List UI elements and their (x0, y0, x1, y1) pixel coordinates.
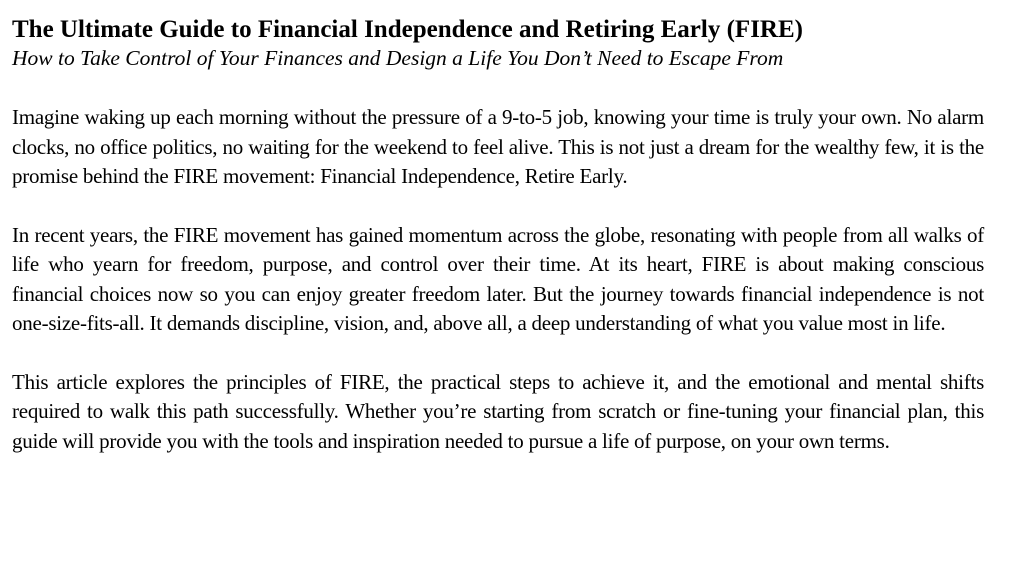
paragraph-intro: Imagine waking up each morning without the pressure of a 9-to-5 job, knowing your time is truly your own. No alarm clocks, no office politics, no waiting for the weekend to feel alive. This is not just a dream for the wealthy few, it is the promise behind the FIRE movement: Financial Independence, Retire Early. (12, 105, 984, 188)
document-title: The Ultimate Guide to Financial Independence and Retiring Early (FIRE) (12, 16, 803, 43)
paragraph-article-overview: This article explores the principles of FIRE, the practical steps to achieve it, and the emotional and mental shifts required to walk this path successfully. Whether you’re starting from scratch or fine-tuning your financial plan, this guide will provide you with the tools and inspiration needed to pursue a life of purpose, on your own terms. (12, 369, 984, 453)
document-subtitle: How to Take Control of Your Finances and Design a Life You Don’t Need to Escape From (12, 46, 784, 70)
paragraph-recent-years: In recent years, the FIRE movement has gained momentum across the globe, resonating with people from all walks of life who yearn for freedom, purpose, and control over their time. At its heart, FIRE is about making conscious financial choices now so you can enjoy greater freedom later. But the journey towards financial independence is not one-size-fits-all. It demands discipline, vision, and, above all, a deep understanding of what you value most in life. (12, 222, 984, 335)
